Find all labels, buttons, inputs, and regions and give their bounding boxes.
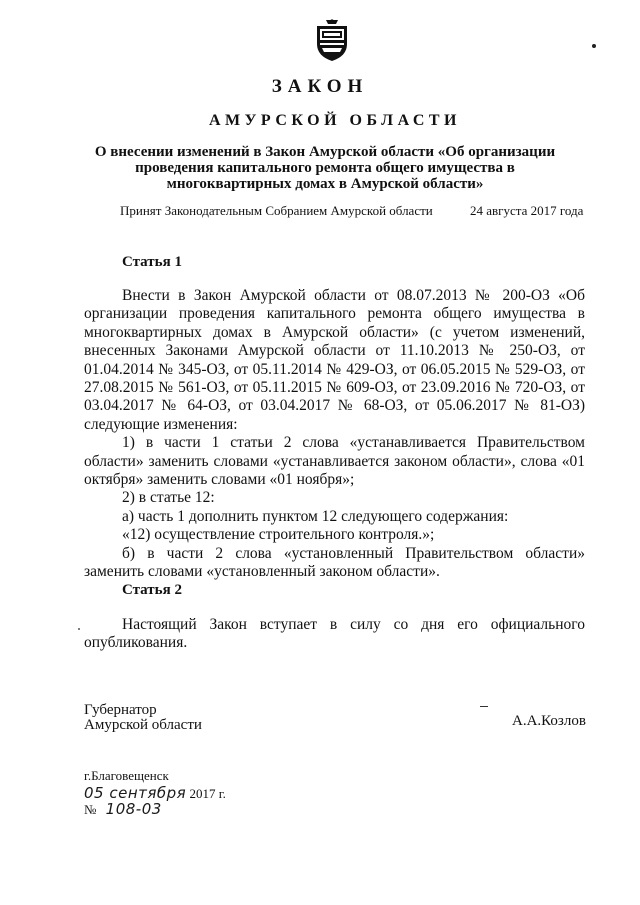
article-1-paragraph: «12) осуществление строительного контроля.»; — [122, 526, 435, 544]
region-title: АМУРСКОЙ ОБЛАСТИ — [209, 112, 461, 129]
adopted-by: Принят Законодательным Собранием Амурской области — [120, 203, 433, 218]
article-2-heading: Статья 2 — [122, 582, 182, 598]
stray-mark — [78, 628, 80, 630]
article-1-paragraph: б) в части 2 слова «установленный Правительством области» заменить словами «установленный законом области». — [84, 544, 585, 581]
place-of-signing: г.Благовещенск — [84, 768, 169, 783]
article-1-heading: Статья 1 — [122, 254, 182, 270]
article-2-body — [84, 616, 585, 653]
coat-of-arms-emblem — [314, 18, 350, 62]
signatory-position — [84, 703, 202, 733]
law-title: О внесении изменений в Закон Амурской области «Об организации проведения капитального ремонта общего имущества в многоквартирных домах в Амурской области» — [94, 144, 556, 192]
signature-dash — [480, 706, 488, 707]
article-1-body — [84, 287, 585, 582]
article-2-paragraph: Настоящий Закон вступает в силу со дня его официального опубликования. — [84, 616, 585, 652]
position-line-2: Амурской области — [84, 717, 202, 733]
position-line-1: Губернатор — [84, 702, 157, 718]
article-1-paragraph: 2) в статье 12: — [122, 489, 215, 507]
article-1-paragraph: Внести в Закон Амурской области от 08.07.2013 № 200-ОЗ «Об организации проведения капитального ремонта общего имущества в многоквартирных домах в Амурской области» (с учетом изменений, внесенных Законами Амурской области от 11.10.2013 № 250-ОЗ, от 01.04.2014 № 345-ОЗ, от 05.11.2014 № 429-ОЗ, от 06.05.2015 № 529-ОЗ, от 27.08.2015 № 561-ОЗ, от 05.11.2015 № 609-ОЗ, от 23.09.2016 № 720-ОЗ, от 03.04.2017 № 64-ОЗ, от 03.04.2017 № 68-ОЗ, от 05.06.2017 № 81-ОЗ) следующие изменения: — [84, 287, 585, 433]
handwritten-date: 05 сентября — [84, 784, 187, 802]
law-number — [84, 800, 162, 818]
handwritten-number: 108-03 — [105, 800, 162, 818]
adopted-date: 24 августа 2017 года — [470, 203, 584, 218]
article-1-paragraph: а) часть 1 дополнить пунктом 12 следующего содержания: — [122, 507, 509, 525]
number-label: № — [84, 802, 97, 817]
signing-year: 2017 г. — [189, 786, 226, 801]
signatory-name: А.А.Козлов — [512, 713, 586, 729]
document-title: ЗАКОН — [271, 76, 369, 97]
article-1-paragraph: 1) в части 1 статьи 2 слова «устанавливается Правительством области» заменить словами «устанавливается законом области», слова «01 октября» заменить словами «01 ноября»; — [84, 434, 585, 489]
stray-dot — [592, 44, 596, 48]
